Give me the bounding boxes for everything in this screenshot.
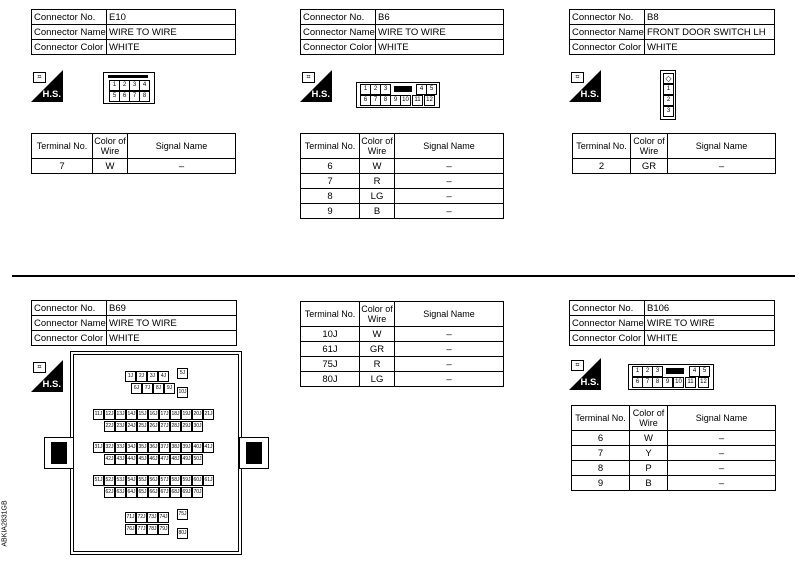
pin: 64J (126, 487, 137, 498)
pin: 41J (203, 442, 214, 453)
pin: 5 (109, 91, 120, 102)
harness-side-icon: ⌗ H.S. (31, 70, 63, 102)
pin: 1 (109, 80, 120, 91)
b69-pin-block (71, 352, 241, 554)
label-connector-no: Connector No. (570, 10, 645, 25)
connector-name: FRONT DOOR SWITCH LH (645, 25, 775, 40)
pin: 50J (192, 454, 203, 465)
label-connector-color: Connector Color (301, 40, 376, 55)
pin: 8 (652, 377, 663, 388)
pin: 2J (136, 371, 147, 382)
connector-color: WHITE (645, 40, 775, 55)
connector-color: WHITE (107, 40, 236, 55)
pin: 66J (148, 487, 159, 498)
pin: 29J (181, 421, 192, 432)
pin: 16J (148, 409, 159, 420)
pin: 23J (115, 421, 126, 432)
pin: 48J (170, 454, 181, 465)
connector-name: WIRE TO WIRE (107, 316, 237, 331)
pin: 58J (170, 475, 181, 486)
harness-side-icon: ⌗ H.S. (569, 358, 601, 390)
b6-info-table (300, 9, 504, 55)
pin: 10 (400, 95, 411, 106)
pin: 55J (137, 475, 148, 486)
pin: 3 (652, 366, 663, 377)
pin: 17J (159, 409, 170, 420)
pin: 34J (126, 442, 137, 453)
pin: 14J (126, 409, 137, 420)
table-row: 6 W – (572, 431, 776, 446)
table-row: 9 B – (301, 204, 504, 219)
pin: 6 (360, 95, 371, 106)
header-terminal: Terminal No. (301, 302, 360, 327)
pin: 36J (148, 442, 159, 453)
pin: 6J (131, 383, 142, 394)
pin: 63J (115, 487, 126, 498)
b106-info-table (569, 300, 775, 346)
label-connector-color: Connector Color (570, 40, 645, 55)
header-signal: Signal Name (128, 134, 236, 159)
label-connector-no: Connector No. (32, 301, 107, 316)
pin: 72J (136, 512, 147, 523)
header-signal: Signal Name (395, 302, 504, 327)
connector-no: B6 (376, 10, 504, 25)
pin: 73J (147, 512, 158, 523)
pin: 61J (203, 475, 214, 486)
pin: 46J (148, 454, 159, 465)
pin: 3 (129, 80, 140, 91)
header-signal: Signal Name (668, 406, 776, 431)
label-connector-color: Connector Color (32, 40, 107, 55)
pin: 35J (137, 442, 148, 453)
pin: 8 (380, 95, 391, 106)
pin: 31J (93, 442, 104, 453)
table-row: 75J R – (301, 357, 504, 372)
connector-name: WIRE TO WIRE (645, 316, 775, 331)
header-terminal: Terminal No. (301, 134, 360, 159)
pin: 5 (426, 84, 437, 95)
table-row: 10J W – (301, 327, 504, 342)
pin: 8 (139, 91, 150, 102)
pin: 10 (673, 377, 684, 388)
header-wire-color: Color of Wire (360, 134, 395, 159)
pin: 1 (632, 366, 643, 377)
pin: 2 (663, 95, 674, 106)
connector-no: B69 (107, 301, 237, 316)
pin: 7 (370, 95, 381, 106)
pin: 57J (159, 475, 170, 486)
header-wire-color: Color of Wire (631, 134, 668, 159)
label-connector-name: Connector Name (570, 316, 645, 331)
connector-name: WIRE TO WIRE (376, 25, 504, 40)
pin: 1J (125, 371, 136, 382)
pin: 42J (104, 454, 115, 465)
pin: 80J (177, 528, 188, 539)
pin: 13J (115, 409, 126, 420)
pin: 11J (93, 409, 104, 420)
table-row: 8 LG – (301, 189, 504, 204)
table-row: 7 W – (32, 159, 236, 174)
pin: 19J (181, 409, 192, 420)
pin: 12 (424, 95, 435, 106)
label-connector-color: Connector Color (570, 331, 645, 346)
pin: 26J (148, 421, 159, 432)
pin: 56J (148, 475, 159, 486)
pin: 22J (104, 421, 115, 432)
pin: 7 (129, 91, 140, 102)
pin: 12 (698, 377, 709, 388)
label-connector-color: Connector Color (32, 331, 107, 346)
pin: 37J (159, 442, 170, 453)
pin: 21J (203, 409, 214, 420)
b8-info-table (569, 9, 775, 55)
label-connector-name: Connector Name (32, 316, 107, 331)
pin: 28J (170, 421, 181, 432)
label-connector-no: Connector No. (570, 301, 645, 316)
header-signal: Signal Name (668, 134, 776, 159)
connector-no: B8 (645, 10, 775, 25)
pin: 47J (159, 454, 170, 465)
pin: 5 (699, 366, 710, 377)
header-terminal: Terminal No. (572, 406, 630, 431)
pin: 24J (126, 421, 137, 432)
pin: 4 (416, 84, 427, 95)
pin: 9J (164, 383, 175, 394)
header-wire-color: Color of Wire (93, 134, 128, 159)
b69-right-lock (239, 437, 269, 469)
pin: 4 (139, 80, 150, 91)
pin: 54J (126, 475, 137, 486)
pin: 71J (125, 512, 136, 523)
header-wire-color: Color of Wire (630, 406, 668, 431)
connector-no: E10 (107, 10, 236, 25)
pin: 2 (642, 366, 653, 377)
pin: 5J (177, 368, 188, 379)
pin: 43J (115, 454, 126, 465)
pin: 8J (153, 383, 164, 394)
pin: 39J (181, 442, 192, 453)
pin: 20J (192, 409, 203, 420)
e10-connector-face (103, 72, 155, 104)
pin: 51J (93, 475, 104, 486)
pin: 49J (181, 454, 192, 465)
pin: 40J (192, 442, 203, 453)
pin: 69J (181, 487, 192, 498)
pin: 11 (685, 377, 696, 388)
b106-connector-face (628, 364, 714, 390)
pin: 15J (137, 409, 148, 420)
table-row: 61J GR – (301, 342, 504, 357)
pin: 65J (137, 487, 148, 498)
pin: 38J (170, 442, 181, 453)
connector-color: WHITE (376, 40, 504, 55)
b8-terminal-table (572, 133, 776, 174)
label-connector-name: Connector Name (32, 25, 107, 40)
b6-connector-face (356, 82, 440, 108)
pin: 9 (390, 95, 401, 106)
pin: 33J (115, 442, 126, 453)
label-connector-name: Connector Name (301, 25, 376, 40)
pin: 77J (136, 524, 147, 535)
pin: 1 (663, 84, 674, 95)
b69-terminal-table (300, 301, 504, 387)
pin: 76J (125, 524, 136, 535)
pin: 60J (192, 475, 203, 486)
pin: 68J (170, 487, 181, 498)
connector-color: WHITE (107, 331, 237, 346)
document-code: ABKIA2831GB (1, 500, 9, 547)
pin: 1 (360, 84, 371, 95)
pin: 52J (104, 475, 115, 486)
table-row: 8 P – (572, 461, 776, 476)
table-row: 7 Y – (572, 446, 776, 461)
pin: 67J (159, 487, 170, 498)
pin: 7 (642, 377, 653, 388)
table-row: 80J LG – (301, 372, 504, 387)
e10-info-table (31, 9, 236, 55)
table-row: 7 R – (301, 174, 504, 189)
header-wire-color: Color of Wire (360, 302, 395, 327)
pin: 75J (177, 509, 188, 520)
pin: 3 (380, 84, 391, 95)
label-connector-no: Connector No. (32, 10, 107, 25)
pin: 79J (158, 524, 169, 535)
b69-left-lock (44, 437, 74, 469)
connector-color: WHITE (645, 331, 775, 346)
pin: 53J (115, 475, 126, 486)
b8-connector-face: ◇ 1 2 3 (660, 70, 676, 120)
label-connector-name: Connector Name (570, 25, 645, 40)
pin: 30J (192, 421, 203, 432)
pin: 6 (632, 377, 643, 388)
b106-terminal-table (571, 405, 776, 491)
pin: 9 (662, 377, 673, 388)
pin: 3J (147, 371, 158, 382)
pin: 44J (126, 454, 137, 465)
table-row: 2 GR – (573, 159, 776, 174)
section-divider (12, 275, 795, 277)
label-connector-no: Connector No. (301, 10, 376, 25)
e10-terminal-table (31, 133, 236, 174)
b69-connector-face (70, 351, 242, 555)
harness-side-icon: ⌗ H.S. (31, 360, 63, 392)
pin: 6 (119, 91, 130, 102)
header-signal: Signal Name (395, 134, 504, 159)
pin: 7J (142, 383, 153, 394)
harness-side-icon: ⌗ H.S. (300, 70, 332, 102)
b6-terminal-table (300, 133, 504, 219)
pin: 2 (119, 80, 130, 91)
pin: 4 (689, 366, 700, 377)
table-row: 9 B – (572, 476, 776, 491)
connector-name: WIRE TO WIRE (107, 25, 236, 40)
pin: 4J (158, 371, 169, 382)
header-terminal: Terminal No. (32, 134, 93, 159)
pin: 3 (663, 106, 674, 117)
pin: 10J (177, 387, 188, 398)
pin: 12J (104, 409, 115, 420)
pin: 78J (147, 524, 158, 535)
table-row: 6 W – (301, 159, 504, 174)
pin: 25J (137, 421, 148, 432)
connector-no: B106 (645, 301, 775, 316)
pin: 18J (170, 409, 181, 420)
header-terminal: Terminal No. (573, 134, 631, 159)
pin: 32J (104, 442, 115, 453)
harness-side-icon: ⌗ H.S. (569, 70, 601, 102)
pin: 27J (159, 421, 170, 432)
b69-info-table (31, 300, 237, 346)
pin: 62J (104, 487, 115, 498)
pin: 2 (370, 84, 381, 95)
pin: 45J (137, 454, 148, 465)
pin: 11 (412, 95, 423, 106)
pin: 74J (158, 512, 169, 523)
pin: 70J (192, 487, 203, 498)
pin: 59J (181, 475, 192, 486)
